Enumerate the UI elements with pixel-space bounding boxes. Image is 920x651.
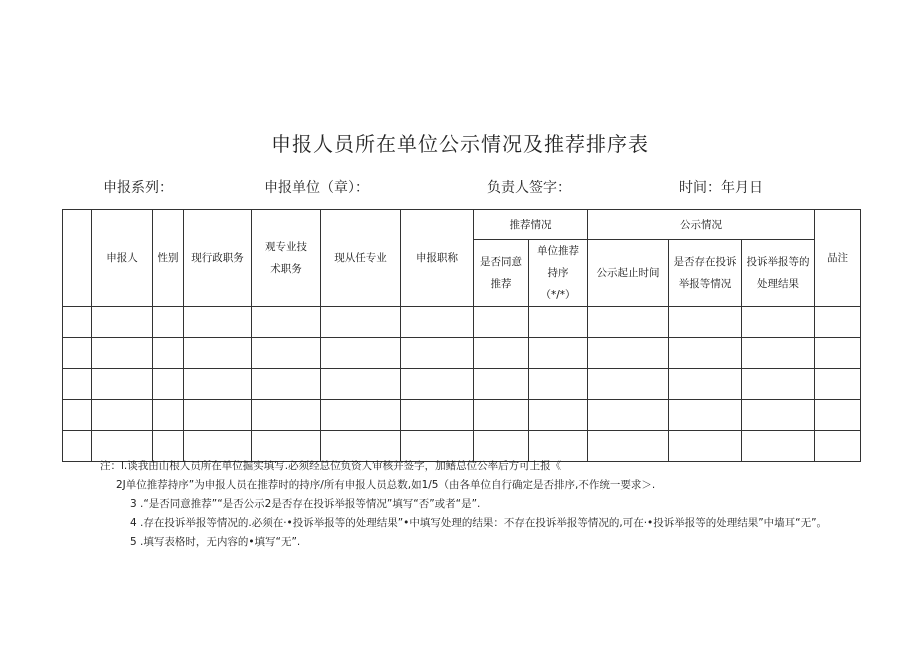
table-cell[interactable] [321,369,401,400]
table-row [63,369,861,400]
table-cell[interactable] [815,400,861,431]
table-cell[interactable] [63,400,92,431]
header-rank: 单位推荐持序（*/*） [529,240,588,307]
table-cell[interactable] [63,307,92,338]
header-specialty: 现从任专业 [321,210,401,307]
table-cell[interactable] [474,338,529,369]
table-cell[interactable] [92,338,153,369]
table-cell[interactable] [815,307,861,338]
table-cell[interactable] [321,338,401,369]
note-4: 4 .存在投诉举报等情况的.必须在·•投诉举报等的处理结果”•中填写处理的结果：不存在投诉举报等情况的,可在·•投诉举报等的处理结果”中墙耳“无”。 [130,517,828,529]
page-title: 申报人员所在单位公示情况及推荐排序表 [271,132,649,156]
table-cell[interactable] [588,400,669,431]
table-cell[interactable] [252,307,321,338]
table-cell[interactable] [529,369,588,400]
table-cell[interactable] [184,338,252,369]
header-recommend-group: 推荐情况 [474,210,588,240]
table-cell[interactable] [669,369,742,400]
table-cell[interactable] [474,369,529,400]
header-publicity-group: 公示情况 [588,210,815,240]
table-cell[interactable] [742,338,815,369]
note-2: 2J单位推荐持序”为申报人员在推荐时的持序/所有申报人员总数,如1/5（由各单位自行确定是否排序,不作统一要求＞. [116,479,656,491]
unit-label: 申报单位（章）： [264,180,369,196]
note-1: 注：l.谈我由山根人员所在单位掘实填写.必须经总位负资人审核并签字，加鳍总位公率后方可上报《 [100,460,562,472]
time-label: 时间：年月日 [679,180,763,196]
table-cell[interactable] [529,307,588,338]
signature-label: 负责人签字： [487,180,571,196]
table-row [63,400,861,431]
table-cell[interactable] [669,338,742,369]
table-cell[interactable] [742,400,815,431]
table-cell[interactable] [588,369,669,400]
table-cell[interactable] [529,400,588,431]
table-cell[interactable] [321,307,401,338]
note-5: 5 .填写表格时，无内容的•填写“无”. [130,536,301,548]
header-agree: 是否同意推荐 [474,240,529,307]
blank-header-cell [63,210,92,307]
header-remark: 品注 [815,210,861,307]
table-cell[interactable] [669,400,742,431]
table-cell[interactable] [153,369,184,400]
header-gender: 性别 [153,210,184,307]
table-cell[interactable] [153,400,184,431]
table-cell[interactable] [588,338,669,369]
table-cell[interactable] [742,307,815,338]
table-cell[interactable] [401,307,474,338]
table-cell[interactable] [815,369,861,400]
table-cell[interactable] [92,400,153,431]
header-applicant: 申报人 [92,210,153,307]
table-cell[interactable] [529,338,588,369]
table-cell[interactable] [474,400,529,431]
table-cell[interactable] [474,307,529,338]
table-cell[interactable] [92,307,153,338]
header-row [63,210,861,240]
table-cell[interactable] [63,338,92,369]
header-tech-post: 观专业技术职务 [252,210,321,307]
note-3: 3 .“是否同意推荐”“是否公示2是否存在投诉举报等情况”填写“否”或者“是”. [130,498,481,510]
table-row [63,338,861,369]
table-cell[interactable] [252,338,321,369]
table-cell[interactable] [321,400,401,431]
header-result: 投诉举报等的处理结果 [742,240,815,307]
notes [100,457,827,552]
recommendation-table [62,209,861,462]
table-cell[interactable] [63,369,92,400]
table-cell[interactable] [815,338,861,369]
table-cell[interactable] [153,338,184,369]
table-cell[interactable] [184,307,252,338]
table-cell[interactable] [184,369,252,400]
series-label: 申报系列： [103,180,173,196]
table-cell[interactable] [742,369,815,400]
table-cell[interactable] [401,400,474,431]
table-cell[interactable] [252,400,321,431]
table-row [63,307,861,338]
header-admin-post: 现行政职务 [184,210,252,307]
table-body [63,307,861,462]
table-cell[interactable] [92,369,153,400]
table-cell[interactable] [63,431,92,462]
table-cell[interactable] [401,369,474,400]
header-title: 申报职称 [401,210,474,307]
table-cell[interactable] [588,307,669,338]
table-cell[interactable] [153,307,184,338]
table-cell[interactable] [669,307,742,338]
header-complaint: 是否存在投诉举报等情况 [669,240,742,307]
table-cell[interactable] [184,400,252,431]
table-cell[interactable] [252,369,321,400]
header-period: 公示起止时间 [588,240,669,307]
table-cell[interactable] [401,338,474,369]
